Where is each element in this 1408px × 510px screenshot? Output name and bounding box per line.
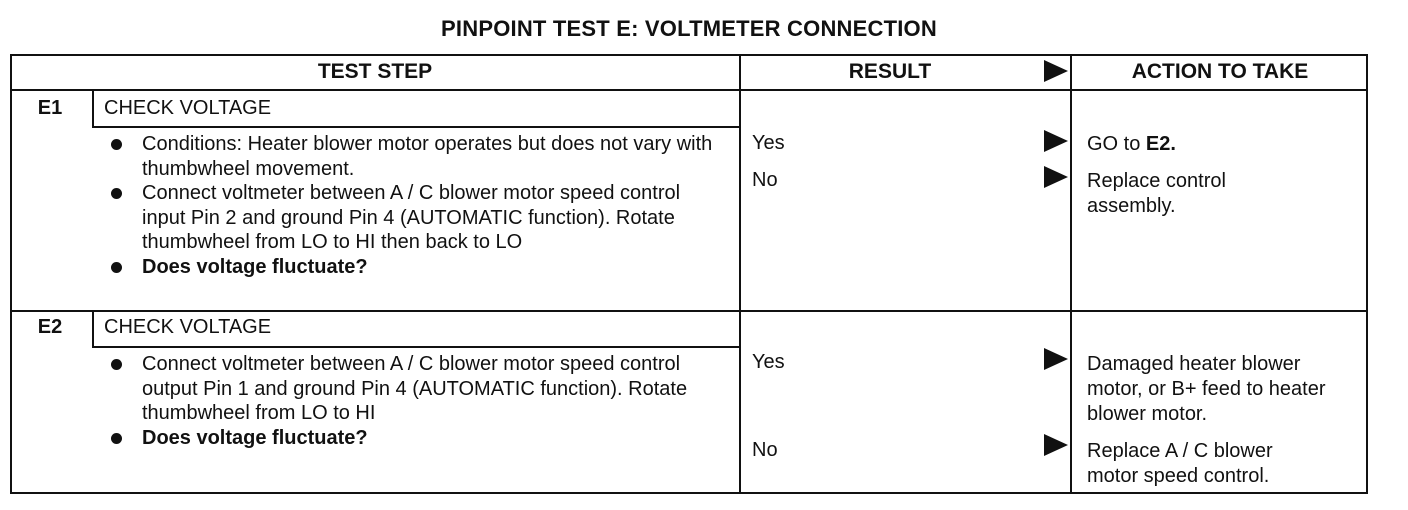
result-no: No: [752, 439, 778, 461]
action-text: Replace A / C blower motor speed control.: [1087, 440, 1273, 487]
header-action: ACTION TO TAKE: [1131, 60, 1309, 83]
action-text: Replace control assembly.: [1087, 170, 1226, 217]
e1-title-divider: [92, 126, 740, 128]
result-no: No: [752, 169, 778, 191]
step-heading-e2: CHECK VOLTAGE: [104, 316, 272, 338]
step-id-e1: E1: [37, 97, 63, 119]
arrow-right-icon: [1044, 434, 1068, 456]
bullet-item: Connect voltmeter between A / C blower motor speed control input Pin 2 and ground Pin 4 (AUTOMATIC function). Rotate thumbwheel from LO to HI then back to LO: [104, 181, 714, 255]
arrow-right-icon: [1044, 166, 1068, 188]
step-heading-e1: CHECK VOLTAGE: [104, 97, 272, 119]
bullet-item: Connect voltmeter between A / C blower motor speed control output Pin 1 and ground Pin 4 (AUTOMATIC function). Rotate thumbwheel from LO to HI: [104, 352, 714, 426]
arrow-right-icon: [1044, 348, 1068, 370]
step-question: Does voltage fluctuate?: [104, 255, 714, 280]
divider-id-e2: [92, 310, 94, 348]
header-result: RESULT: [848, 60, 932, 83]
divider-id-e1: [92, 90, 94, 128]
action-text: Damaged heater blower motor, or B+ feed to heater blower motor.: [1087, 353, 1326, 425]
page-title: PINPOINT TEST E: VOLTMETER CONNECTION: [441, 16, 937, 41]
result-yes: Yes: [752, 132, 785, 154]
divider-result-action: [1070, 54, 1072, 494]
step-bullets-e2: [104, 352, 714, 450]
action-text: GO to E2.: [1087, 133, 1176, 155]
step-question: Does voltage fluctuate?: [104, 426, 714, 451]
e2-title-divider: [92, 346, 740, 348]
bullet-item: Conditions: Heater blower motor operates but does not vary with thumbwheel movement.: [104, 132, 714, 181]
header-arrow-icon: [1044, 60, 1068, 82]
arrow-right-icon: [1044, 130, 1068, 152]
result-yes: Yes: [752, 351, 785, 373]
step-bullets-e1: [104, 132, 714, 279]
row-divider: [10, 310, 1368, 312]
divider-test-result: [739, 54, 741, 494]
header-test-step: TEST STEP: [317, 60, 433, 83]
step-id-e2: E2: [37, 316, 63, 338]
